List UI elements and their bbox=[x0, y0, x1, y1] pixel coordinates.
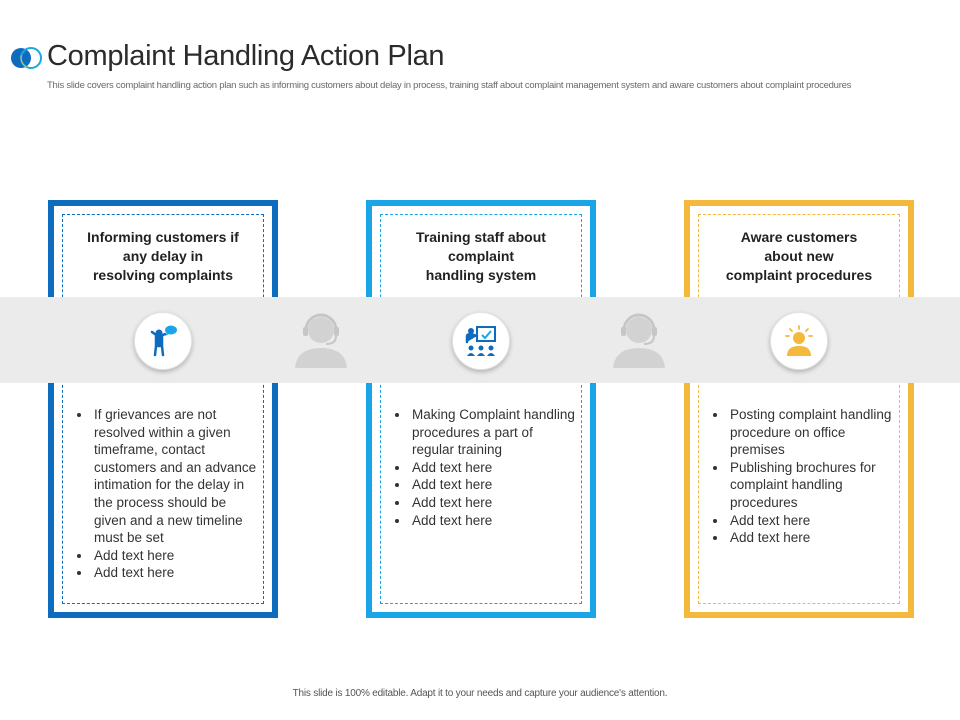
headset-agent-icon bbox=[291, 310, 351, 370]
page-title: Complaint Handling Action Plan bbox=[47, 40, 445, 72]
list-item: • Making Complaint handling procedures a part of regular training bbox=[410, 406, 576, 459]
overlapping-circles-logo-icon bbox=[10, 46, 44, 70]
icon-badge bbox=[134, 312, 192, 370]
list-item: • Add text here bbox=[410, 459, 576, 477]
card-bullet-list bbox=[72, 406, 258, 582]
card-band-strip bbox=[48, 297, 278, 383]
card-title-line: Informing customers if bbox=[87, 229, 239, 245]
card-bullet-list bbox=[390, 406, 576, 529]
page-subtitle: This slide covers complaint handling action plan such as informing customers about delay in process, training staff about complaint management system and aware customers about complaint procedures bbox=[47, 80, 852, 91]
list-item: • Add text here bbox=[92, 547, 258, 565]
card-band-strip bbox=[684, 297, 914, 383]
card-band-strip bbox=[366, 297, 596, 383]
list-item: • Add text here bbox=[410, 512, 576, 530]
card-title bbox=[394, 228, 568, 285]
headset-agent-icon bbox=[609, 310, 669, 370]
card-bullet-list bbox=[708, 406, 894, 547]
list-item: • Posting complaint handling procedure on office premises bbox=[728, 406, 894, 459]
action-card-training-staff bbox=[366, 200, 596, 618]
footer-note: This slide is 100% editable. Adapt it to your needs and capture your audience's attention. bbox=[292, 688, 668, 699]
card-title-line: complaint bbox=[447, 248, 515, 264]
action-card-informing-customers bbox=[48, 200, 278, 618]
card-title-line: Training staff about bbox=[416, 229, 546, 245]
person-speech-bubble-icon bbox=[146, 324, 180, 358]
card-title bbox=[712, 228, 886, 285]
list-item: • Add text here bbox=[728, 512, 894, 530]
card-title-line: Aware customers bbox=[740, 229, 858, 245]
card-title-line: complaint procedures bbox=[725, 267, 873, 283]
list-item: • Add text here bbox=[410, 476, 576, 494]
card-title-line: resolving complaints bbox=[92, 267, 234, 283]
action-card-aware-customers bbox=[684, 200, 914, 618]
list-item: • If grievances are not resolved within a given timeframe, contact customers and an advance intimation for the delay in the process should be given and a new timeline must be set bbox=[92, 406, 258, 547]
presentation-training-icon bbox=[463, 324, 499, 358]
card-title bbox=[76, 228, 250, 285]
icon-badge bbox=[770, 312, 828, 370]
list-item: • Add text here bbox=[410, 494, 576, 512]
list-item: • Publishing brochures for complaint handling procedures bbox=[728, 459, 894, 512]
card-title-line: handling system bbox=[425, 267, 537, 283]
card-title-line: about new bbox=[764, 248, 834, 264]
icon-badge bbox=[452, 312, 510, 370]
list-item: • Add text here bbox=[728, 529, 894, 547]
list-item: • Add text here bbox=[92, 564, 258, 582]
card-title-line: any delay in bbox=[122, 248, 204, 264]
person-bright-idea-icon bbox=[782, 324, 816, 358]
